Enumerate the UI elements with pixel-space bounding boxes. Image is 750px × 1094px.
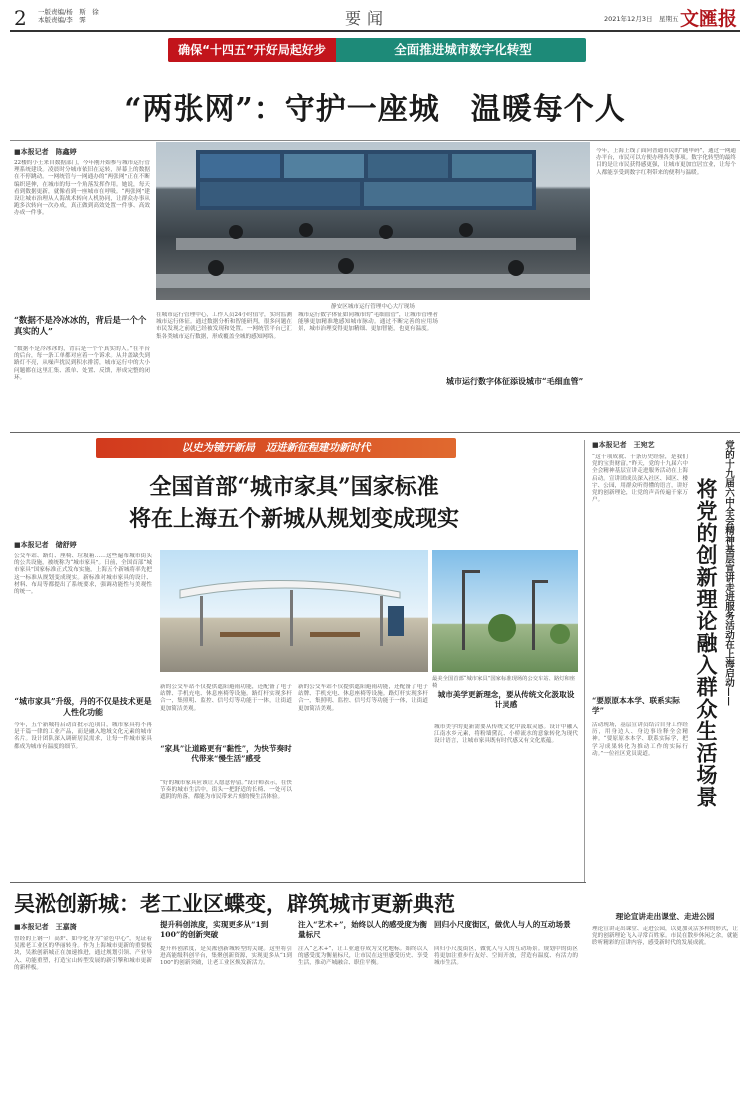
story4-headline: 吴淞创新城：老工业区蝶变，辟筑城市更新典范 [14, 891, 455, 916]
bench [310, 632, 360, 637]
editor-credits [38, 8, 99, 24]
story1-col3: 在城市运行管理中心，工作人员24小时值守，实时监测城市运行体征。通过数据分析和智能研判，很多问题在市民发现之前就已经被发现和处置。一网统管平台已汇集各类城市运行数据，形成覆盖全城的感知网络。 [156, 312, 292, 340]
story3-byline: ■本报记者 王宛艺 [592, 440, 655, 449]
series-banner-right: 全面推进城市数字化转型 [394, 42, 532, 57]
lamp-arm [462, 570, 480, 573]
lamp-pole [532, 580, 535, 650]
operator-figure [208, 260, 224, 276]
story2-col4: “好的城市家具应该让人愿意停留。”设计师表示，在快节奏的城市生活中，街头一把舒适的长椅、一处可以遮阴的角落，都能为市民带来片刻的慢生活体验。 [160, 780, 292, 801]
story2-col1: 公交车站、路灯、座椅、垃圾箱……这些遍布城市街头的公共设施，被统称为“城市家具”。日前，全国首部“城市家具”国家标准正式发布实施，上海五个新城将率先把这一标准从规划变成现实。新标准对城市家具的设计、材料、布局等都提出了系统要求，强调功能性与美观性的统一。 [14, 553, 152, 596]
bench [220, 632, 280, 637]
story3-vertical-big: 将党的创新理论融入群众生活场景 [694, 478, 719, 808]
story1-col1: 22楼的小王来自数据部门，今年刚开始参与城市运行管理系统建设。凌晨时分城市依旧在运转，屏幕上的数据在不停跳动。一网统管与一网通办的“两张网”正在不断编织延伸，在城市的每一个角落发挥作用。她说，每天看到数据更新，就像看到一座城市在呼吸。“两张网”建设让城市治理从人海战术转向人机协同，让群众办事从跑多次转向一次办成，真正做到高效处置一件事、高效办成一件事。 [14, 160, 150, 217]
story4-subhead-b: 注入“艺术+”，始终以人的感受度为衡量标尺 [298, 920, 428, 939]
operator-figure [338, 258, 354, 274]
story3-vertical-small: 党的十九届六中全会精神基层宣讲走进服务活动在上海启动—— [723, 440, 734, 706]
pillar [290, 590, 293, 646]
editor-line-1: 一版责编/杨 斯 徐 [38, 8, 99, 16]
screen-tile [200, 182, 360, 206]
story2-headline-2: 将在上海五个新城从规划变成现实 [128, 506, 459, 532]
operator-figure [379, 225, 393, 239]
info-board [388, 606, 404, 636]
story3-subhead-a: “要原原本本学、联系实际学” [592, 696, 680, 715]
story2-subhead-c: 城市美学更新理念，要从传统文化汲取设计灵感 [437, 690, 575, 709]
story1-col4: 城市运行数字体征如同城市的“毛细血管”，让城市管理者能够更加精准地感知城市脉动。通过不断完善的应用场景，城市治理变得更加精细、更加智能，也更有温度。 [298, 312, 438, 333]
screen-tile [364, 182, 532, 206]
series-banner-left: 确保“十四五”开好局起好步 [168, 38, 336, 62]
story4-byline: ■本报记者 王嘉旖 [14, 922, 77, 931]
story2-subhead-a: “城市家具”升级，丹的不仅是技术更是人性化功能 [14, 696, 152, 717]
desk-row [156, 274, 590, 288]
story1-col5: 今年，上海上线了面向普通市民的“随申码”，通过一网通办平台，市民可以方便办理各类事项。数字化转型的最终目的是让市民获得感更强，让城市更加宜居宜业，让每个人都能享受到数字红利带来的便利与温暖。 [596, 148, 736, 176]
lamp-arm [532, 580, 548, 583]
story2-col4b: 新的公交车站不仅提供遮阳避雨功能，还配备了电子站牌、手机充电、休息座椅等设施。路灯杆实现多杆合一，集照明、监控、信号灯等功能于一体，让街道更加简洁美观。 [298, 684, 428, 712]
series-banner [168, 38, 586, 62]
story2-end-rule [10, 882, 586, 883]
story2-photo-caption: 最美全国首部“城市家具”国家标准现场的公交车站、路灯和座椅 [432, 676, 576, 689]
story1-photo [156, 142, 590, 300]
section-title: 要闻 [345, 9, 390, 28]
issue-date: 2021年12月3日 星期五 [604, 15, 679, 23]
operator-figure [459, 223, 473, 237]
story2-col5: 城市美学的更新需要从传统文化中汲取灵感。设计中融入江南水乡元素，将粉墙黛瓦、小桥流水的意象转化为现代设计语言，让城市家具既有时代感又有文化底蕴。 [434, 724, 578, 745]
story4-col4: 回归小尺度街区，做优人与人的互动场景。规划中的街区将更加注重步行友好、空间开放，营造有温度、有活力的城市生活。 [434, 946, 578, 967]
masthead-logo: 文匯报 [680, 8, 738, 30]
story1-end-rule [10, 432, 740, 433]
story3-col1: “这十项成就、十条历史经验，是我们党的宝贵财富。”昨天，党的十九届六中全会精神基层宣讲走进服务活动在上海启动。宣讲团成员深入社区、园区、楼宇、公园，用群众听得懂的语言，讲好党的创新理论，让党的声音传遍千家万户。 [592, 454, 688, 504]
operator-figure [508, 260, 524, 276]
story2-col2: 今年，五个新城将启动首批示范项目，城市家具将不再是千篇一律的工业产品，而是融入地域文化元素的城市名片。设计团队深入调研居民需求，让每一件城市家具都成为城市有温度的细节。 [14, 722, 152, 750]
story1-subhead: 城市运行数字体征添设城市“毛细血管” [446, 376, 584, 386]
story2-byline: ■本报记者 储舒婷 [14, 540, 77, 549]
tree [488, 614, 516, 642]
story4-subhead-c: 回归小尺度街区，做优人与人的互动场景 [434, 920, 571, 929]
operator-figure [229, 225, 243, 239]
story4-col1: 曾经的上钢一厂高炉、如今化身为“金色中心”，见证着吴淞老工业区的华丽转身。作为上海城市更新的重要板块，吴淞创新城正在加速推进，通过规划引领、产业导入、功能重塑，打造宝山转型发展的新引擎和城市更新的新样板。 [14, 936, 152, 971]
story3-col2: 活动现场，基层宣讲员结合自身工作经历，用身边人、身边事诠释全会精神。“要原原本本学、联系实际学，把学习成果转化为推动工作的实际行动。”一位社区党员说道。 [592, 722, 688, 757]
story3-subhead-b: 理论宣讲走出课堂、走进公园 [615, 912, 715, 921]
story4-subhead-a: 提升科创浓度，实现更多从“1到100”的创新突破 [160, 920, 269, 939]
story1-headline: “两张网”：守护一座城 温暖每个人 [124, 92, 626, 127]
lamp-pole [462, 570, 465, 650]
story1-rule [10, 140, 740, 141]
story3-col3: 理论宣讲走出课堂、走进公园，以更加灵活多样的形式，让党的创新理论飞入寻常百姓家。市民在散步休闲之余，就能聆听精彩的宣讲内容，感受新时代的发展成就。 [592, 926, 738, 947]
editor-line-2: 本版责编/李 霁 [38, 16, 86, 24]
control-center-illustration [156, 142, 590, 300]
story1-photo-caption: 静安区城市运行管理中心大厅现场 [331, 304, 415, 310]
story1-byline: ■本报记者 陈鑫婷 [14, 147, 77, 156]
story2-photo-bus-stop [160, 550, 428, 672]
story4-col3: 注入“艺术+”，让工业遗存成为文化地标。始终以人的感受度为衡量标尺，让市民在这里感受历史、享受生活，推动产城融合、职住平衡。 [298, 946, 428, 967]
screen-tile [200, 154, 280, 178]
operator-figure [299, 223, 313, 237]
theme-banner-text: 以史为镜开新局 迈进新征程建功新时代 [181, 442, 371, 454]
header-rule [10, 30, 740, 32]
story2-photo-street-lamps [432, 550, 578, 672]
screen-tile [368, 154, 448, 178]
pillar [200, 596, 203, 646]
street-lamp-illustration [432, 550, 578, 672]
story1-col2: “数据不是冷冰冰的，背后是一个个真实的人。”在平台的后台，每一条工单都对应着一个诉求。从井盖缺失到路灯不亮，从噪声扰民到积水排涝，城市运行中的大小问题都在这里汇集、派单、处置、反馈，形成完整的闭环。 [14, 346, 150, 381]
screen-tile [452, 154, 532, 178]
story2-headline-1: 全国首部“城市家具”国家标准 [149, 474, 439, 500]
story2-col3: 新的公交车站不仅提供遮阳避雨功能，还配备了电子站牌、手机充电、休息座椅等设施。路灯杆实现多杆合一，集照明、监控、信号灯等功能于一体，让街道更加简洁美观。 [160, 684, 292, 712]
desk-row [176, 238, 576, 250]
bus-stop-illustration [160, 550, 428, 672]
story3-divider [584, 440, 585, 882]
story1-pullquote: “数据不是冷冰冰的，背后是一个个真实的人” [14, 316, 147, 337]
story4-col2: 提升科创浓度，是吴淞创新城转型的关键。这里将引进高能级科创平台，集聚创新资源，实现更多从“1到100”的创新突破，让老工业区焕发新活力。 [160, 946, 292, 967]
page-number: 2 [14, 6, 27, 30]
screen-tile [284, 154, 364, 178]
tree [550, 624, 570, 644]
story2-subhead-b: “家具”让道路更有“黏性”，为快节奏时代带来“慢生活”感受 [160, 744, 292, 763]
pillar [380, 596, 383, 646]
theme-banner [96, 438, 456, 458]
